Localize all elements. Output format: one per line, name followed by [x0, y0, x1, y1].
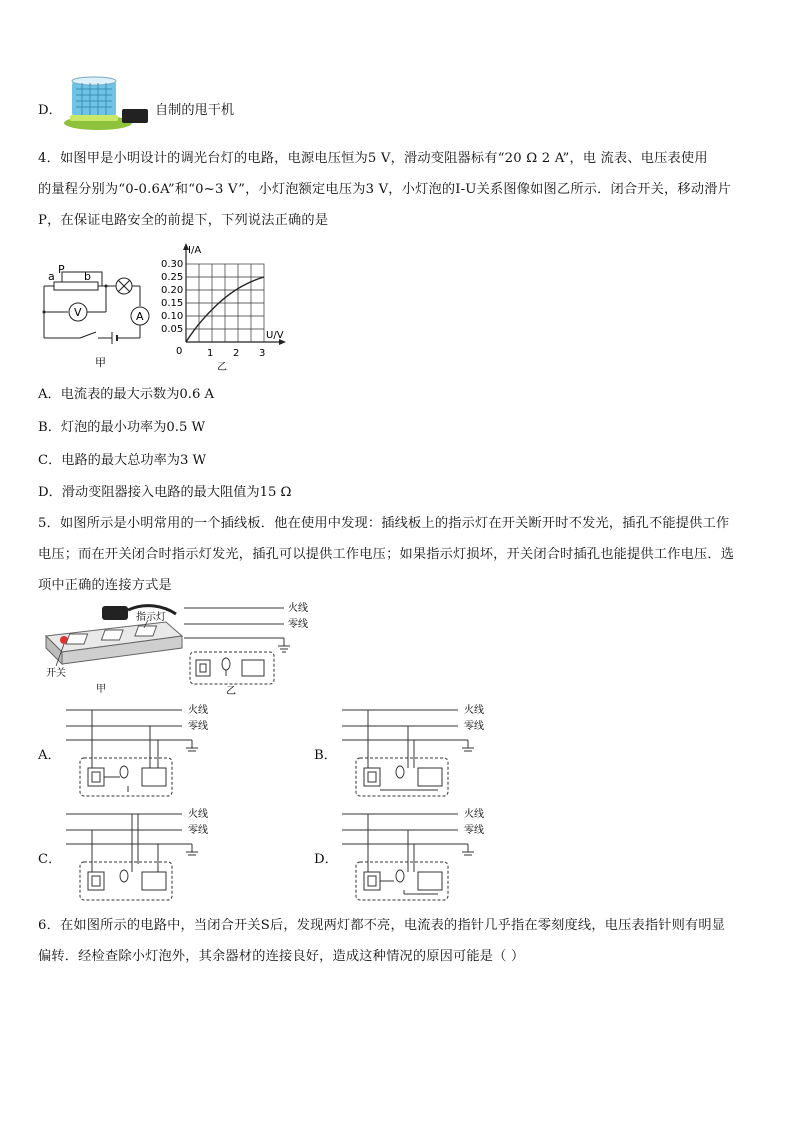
- ammeter-label: A: [136, 310, 144, 323]
- q5-option-a-diagram: [62, 700, 232, 802]
- y-tick: 0.30: [161, 259, 184, 270]
- y-axis-label: I/A: [188, 245, 202, 256]
- q4-option-b: B．灯泡的最小功率为0.5 W: [38, 420, 206, 435]
- q5-fig-yi: [180, 596, 310, 696]
- q5-line-1: 5．如图所示是小明常用的一个插线板．他在使用中发现：插线板上的指示灯在开关断开时不发光，插孔不能提供工作: [38, 516, 730, 531]
- voltmeter-label: V: [74, 306, 82, 319]
- x-tick: 0: [176, 346, 183, 357]
- wire-neutral-label: 零线: [188, 825, 208, 836]
- wire-neutral-label: 零线: [464, 825, 484, 836]
- wire-live-label: 火线: [288, 603, 308, 614]
- q5-option-b-label: B．: [314, 748, 337, 763]
- wire-live-label: 火线: [188, 809, 208, 820]
- wire-neutral-label: 零线: [288, 619, 308, 630]
- q5-option-d-diagram: [338, 804, 508, 906]
- fig-jia-caption: 甲: [95, 356, 106, 369]
- q5-line-2: 电压；而在开关闭合时指示灯发光，插孔可以提供工作电压；如果指示灯损坏，开关闭合时插孔也能提供工作电压．选: [38, 547, 735, 562]
- q6-line-1: 6．在如图所示的电路中，当闭合开关S后，发现两灯都不亮，电流表的指针几乎指在零刻度线，电压表指针则有明显: [38, 918, 726, 933]
- label-p: P: [58, 263, 65, 276]
- q4-option-c: C．电路的最大总功率为3 W: [38, 453, 207, 468]
- q5-option-b-diagram: [338, 700, 508, 802]
- q5-line-3: 项中正确的连接方式是: [38, 578, 172, 593]
- q4-iu-graph: [160, 240, 300, 375]
- y-tick: 0.10: [161, 311, 184, 322]
- q4-option-d: D．滑动变阻器接入电路的最大阻值为15 Ω: [38, 485, 292, 500]
- y-tick: 0.20: [161, 285, 184, 296]
- fig-yi-caption: 乙: [217, 362, 227, 373]
- wire-live-label: 火线: [188, 705, 208, 716]
- q4-line-3: P，在保证电路安全的前提下，下列说法正确的是: [38, 213, 329, 228]
- q5-option-d-label: D．: [314, 852, 338, 867]
- spin-dryer-image: [60, 75, 152, 131]
- label-a: a: [48, 270, 55, 283]
- q3-option-d-text: 自制的甩干机: [155, 103, 235, 118]
- x-tick: 2: [233, 348, 240, 359]
- q4-circuit-diagram: [40, 262, 160, 372]
- wire-live-label: 火线: [464, 809, 484, 820]
- q5-option-a-label: A．: [38, 748, 61, 763]
- x-axis-label: U/V: [266, 330, 284, 341]
- y-tick: 0.15: [161, 298, 184, 309]
- switch-label: 开关: [46, 668, 66, 679]
- q3-option-d-label: D．: [38, 103, 62, 118]
- q5-option-c-diagram: [62, 804, 232, 906]
- x-tick: 3: [259, 348, 266, 359]
- q4-line-1: 4．如图甲是小明设计的调光台灯的电路，电源电压恒为5 V，滑动变阻器标有“20 Ω 2 A”，电 流表、电压表使用: [38, 151, 708, 166]
- wire-neutral-label: 零线: [188, 721, 208, 732]
- y-tick: 0.05: [161, 324, 184, 335]
- x-tick: 1: [207, 348, 214, 359]
- q5-fig-jia-caption: 甲: [96, 684, 106, 695]
- indicator-label: 指示灯: [136, 612, 166, 623]
- q4-option-a: A．电流表的最大示数为0.6 A: [38, 387, 215, 402]
- wire-live-label: 火线: [464, 705, 484, 716]
- q5-option-c-label: C．: [38, 852, 62, 867]
- wire-neutral-label: 零线: [464, 721, 484, 732]
- power-strip-image: [36, 600, 186, 696]
- label-b: b: [84, 270, 91, 283]
- q6-line-2: 偏转．经检查除小灯泡外，其余器材的连接良好，造成这种情况的原因可能是（ ）: [38, 949, 525, 964]
- q5-fig-yi-caption: 乙: [226, 686, 236, 696]
- y-tick: 0.25: [161, 272, 184, 283]
- q4-line-2: 的量程分别为“0-0.6A”和“0~3 V”，小灯泡额定电压为3 V，小灯泡的I-U关系图像如图乙所示．闭合开关，移动滑片: [38, 182, 731, 197]
- rheostat: [54, 282, 98, 290]
